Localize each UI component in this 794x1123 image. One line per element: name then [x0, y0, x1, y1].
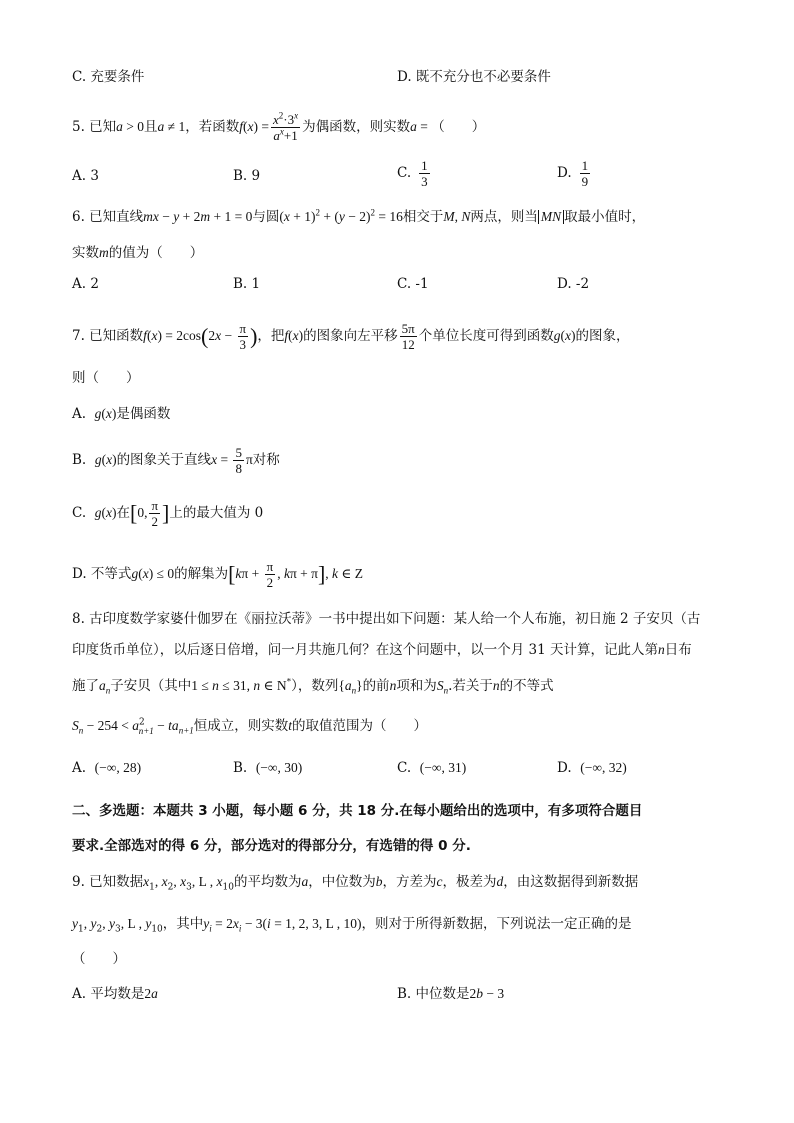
q8-option-d: D. (−∞, 32): [557, 760, 627, 776]
q8-option-b: B. (−∞, 30): [233, 760, 303, 776]
question-5-stem: 5. 已知a > 0且a ≠ 1，若函数f(x) = $\frac{x^2\cdot 3^x}{a^x+1}$ 为偶函数，则实数a = （ ）: [72, 110, 486, 143]
question-9-line3: （ ）: [72, 951, 126, 967]
q4-option-d: D. 既不充分也不必要条件: [397, 69, 551, 85]
q6-option-b: B. 1: [233, 276, 261, 292]
q8-option-a: A. (−∞, 28): [72, 760, 142, 776]
q9-option-b: B. 中位数是2b − 3: [397, 986, 505, 1002]
q7-option-d: D. 不等式g(x) ≤ 0的解集为[kπ + $\frac{\pi}{2}$ , kπ + π], k ∈ Z: [72, 559, 364, 590]
question-8-line4: $S_n - 254 < a^2_{n+1} - ta_{n+1}$恒成立，则实数t的取值范围为（ ）: [72, 717, 428, 736]
q5-option-d: D. $\frac{1}{9}$: [557, 158, 589, 189]
question-7-stem: 7. 已知函数f(x) = 2cos(2x − $\frac{\pi}{3}$ )，把f(x)的图象向左平移 $\frac{5\pi}{12}$ 个单位长度可得到函数g(x)的图象，: [72, 321, 630, 352]
section-2-heading-line2: 要求.全部选对的得 6 分，部分选对的得部分分，有选错的得 0 分.: [72, 838, 471, 854]
question-6-stem: 6. 已知直线mx − y + 2m + 1 = 0与圆$(x + 1)^2 + (y - 2)^2 = 16$相交于M, N两点，则当 MN 取最小值时，: [72, 207, 646, 225]
question-8-line2: 印度货币单位），以后逐日倍增，问一月共施几何？在这个问题中，以一个月 31 天计算，记此人第n日布: [72, 642, 692, 658]
question-6-line2: 实数m的值为（ ）: [72, 245, 204, 261]
question-7-line2: 则（ ）: [72, 370, 140, 386]
q5-option-a: A. 3: [72, 168, 99, 184]
q5-option-b: B. 9: [233, 168, 261, 184]
q6-option-c: C. -1: [397, 276, 429, 292]
q7-option-a: A. g(x)是偶函数: [72, 406, 171, 422]
q6-option-d: D. -2: [557, 276, 590, 292]
section-2-heading-line1: 二、多选题：本题共 3 小题，每小题 6 分，共 18 分.在每小题给出的选项中，有多项符合题目: [72, 803, 643, 819]
q7-option-c: C. g(x)在[0, $\frac{\pi}{2}$ ]上的最大值为 0: [72, 498, 264, 529]
question-9-line1: 9. 已知数据$x_1$, $x_2$, $x_3$, L , $x_{10}$的平均数为a，中位数为b，方差为c，极差为d，由这数据得到新数据: [72, 874, 639, 893]
question-8-line3: 施了$a_n$子安贝（其中1 ≤ n ≤ 31, n ∈ N*），数列$\{a_n\}$的前n项和为$S_n$.若关于n的不等式: [72, 676, 554, 696]
q6-option-a: A. 2: [72, 276, 99, 292]
q9-option-a: A. 平均数是2a: [72, 986, 158, 1002]
question-8-line1: 8. 古印度数学家婆什伽罗在《丽拉沃蒂》一书中提出如下问题：某人给一个人布施，初日施 2 子安贝（古: [72, 611, 701, 627]
q5-option-c: C. $\frac{1}{3}$: [397, 158, 428, 189]
q8-option-c: C. (−∞, 31): [397, 760, 467, 776]
q7-option-b: B. g(x)的图象关于直线x = $\frac{5}{8}$ π对称: [72, 445, 280, 476]
q4-option-c: C. 充要条件: [72, 69, 145, 85]
question-9-line2: $y_1$, $y_2$, $y_3$, L , $y_{10}$，其中$y_i = 2x_i - 3(i = 1$, 2, 3, L , 10)，则对于所得新数据，下列说法一定正确的是: [72, 916, 632, 935]
